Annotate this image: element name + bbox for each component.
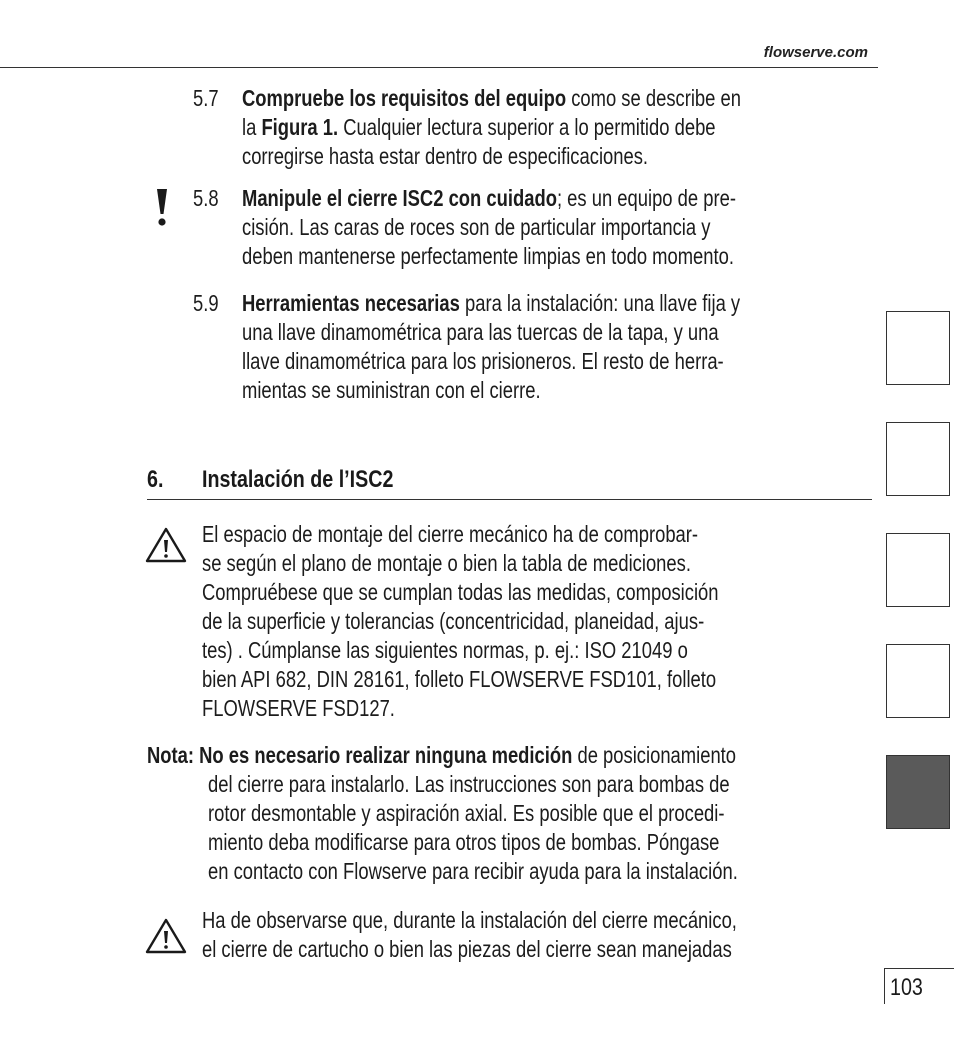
section-5-7-line-3: corregirse hasta estar dentro de especificaciones. [242, 143, 649, 169]
warning-1-line: bien API 682, DIN 28161, folleto FLOWSERVE FSD101, folleto [202, 666, 717, 692]
section-6-title: Instalación de l’ISC2 [202, 466, 394, 493]
note-line: en contacto con Flowserve para recibir ayuda para la instalación. [208, 858, 738, 884]
warning-1-line: de la superficie y tolerancias (concentricidad, planeidad, ajus- [202, 608, 705, 634]
page-number: 103 [890, 974, 923, 1001]
section-5-9-line-1: Herramientas necesarias para la instalación: una llave fija y [242, 290, 741, 316]
section-5-8-number: 5.8 [193, 185, 219, 211]
section-6-number: 6. [147, 466, 164, 493]
warning-1-line: tes) . Cúmplanse las siguientes normas, p. ej.: ISO 21049 o [202, 637, 688, 663]
warning-triangle-icon [145, 918, 187, 954]
section-tab-2 [886, 422, 950, 496]
note-line: miento deba modificarse para otros tipos de bombas. Póngase [208, 829, 720, 855]
note-line-1: Nota: No es necesario realizar ninguna medición de posicionamiento [147, 742, 737, 768]
section-5-9-line-4: mientas se suministran con el cierre. [242, 377, 541, 403]
section-tab-3 [886, 533, 950, 607]
exclamation-icon [152, 187, 172, 229]
warning-2-line: el cierre de cartucho o bien las piezas del cierre sean manejadas [202, 936, 732, 962]
warning-triangle-icon [145, 527, 187, 563]
warning-1-line: Compruébese que se cumplan todas las medidas, composición [202, 579, 719, 605]
section-5-7-line-1: Compruebe los requisitos del equipo como se describe en [242, 85, 741, 111]
warning-1-line: FLOWSERVE FSD127. [202, 695, 395, 721]
section-5-8-line-2: cisión. Las caras de roces son de particular importancia y [242, 214, 711, 240]
section-5-7-line-2: la Figura 1. Cualquier lectura superior a lo permitido debe [242, 114, 716, 140]
header-rule [0, 67, 878, 68]
section-5-9-number: 5.9 [193, 290, 219, 316]
warning-2-line: Ha de observarse que, durante la instalación del cierre mecánico, [202, 907, 737, 933]
note-line: rotor desmontable y aspiración axial. Es posible que el procedi- [208, 800, 725, 826]
section-5-9-line-3: llave dinamométrica para los prisioneros. El resto de herra- [242, 348, 724, 374]
warning-1-line: El espacio de montaje del cierre mecánico ha de comprobar- [202, 521, 699, 547]
section-5-8-line-3: deben mantenerse perfectamente limpias en todo momento. [242, 243, 734, 269]
section-tab-5-active [886, 755, 950, 829]
section-5-8-line-1: Manipule el cierre ISC2 con cuidado; es un equipo de pre- [242, 185, 736, 211]
section-6-rule [147, 499, 872, 500]
warning-1-line: se según el plano de montaje o bien la tabla de mediciones. [202, 550, 691, 576]
section-tab-4 [886, 644, 950, 718]
section-5-9-line-2: una llave dinamométrica para las tuercas de la tapa, y una [242, 319, 719, 345]
note-line: del cierre para instalarlo. Las instrucciones son para bombas de [208, 771, 730, 797]
section-tab-1 [886, 311, 950, 385]
header-url: flowserve.com [763, 44, 868, 61]
section-5-7-number: 5.7 [193, 85, 219, 111]
